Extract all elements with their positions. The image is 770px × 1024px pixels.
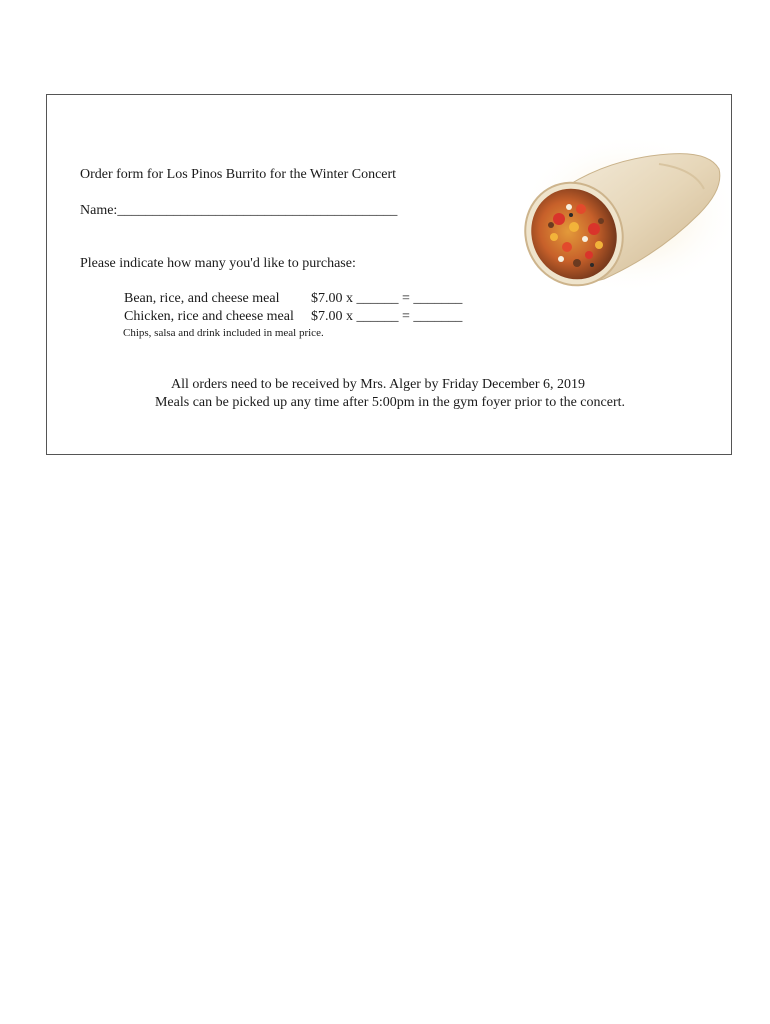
meal-price-line[interactable]: $7.00 x ______ = _______ — [311, 309, 463, 324]
meal-row-chicken — [124, 309, 462, 325]
name-field[interactable]: Name:________________________________________ — [80, 203, 398, 218]
meal-name: Bean, rice, and cheese meal — [124, 291, 280, 306]
deadline-text: All orders need to be received by Mrs. Alger by Friday December 6, 2019 — [170, 377, 586, 392]
burrito-icon — [509, 129, 729, 299]
pickup-text: Meals can be picked up any time after 5:00pm in the gym foyer prior to the concert. — [154, 395, 625, 410]
form-title: Order form for Los Pinos Burrito for the Winter Concert — [80, 167, 397, 182]
meal-price-line[interactable]: $7.00 x ______ = _______ — [311, 291, 463, 306]
meal-note: Chips, salsa and drink included in meal price. — [123, 327, 324, 339]
meal-name: Chicken, rice and cheese meal — [124, 309, 294, 324]
purchase-prompt: Please indicate how many you'd like to purchase: — [80, 256, 356, 271]
order-form — [46, 94, 732, 455]
meal-row-bean — [124, 291, 462, 307]
